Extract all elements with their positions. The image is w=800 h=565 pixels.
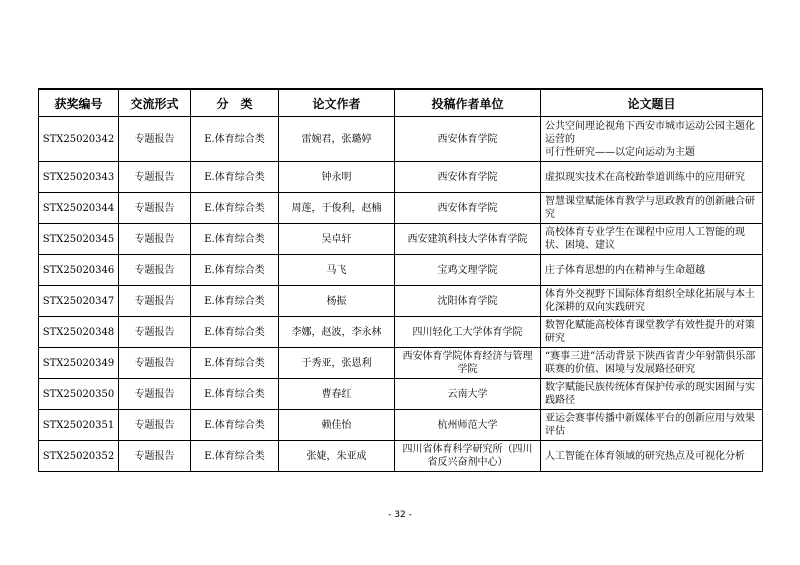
cell-category: E.体育综合类 — [191, 286, 279, 317]
table-row — [39, 255, 763, 286]
awards-table — [38, 88, 763, 472]
header-form: 交流形式 — [119, 89, 191, 117]
table-row — [39, 379, 763, 410]
cell-unit: 西安建筑科技大学体育学院 — [395, 224, 541, 255]
cell-authors: 李娜，赵波，李永林 — [279, 317, 395, 348]
cell-authors: 于秀亚，张恩利 — [279, 348, 395, 379]
header-title: 论文题目 — [541, 89, 763, 117]
cell-unit: 西安体育学院 — [395, 193, 541, 224]
cell-form: 专题报告 — [119, 379, 191, 410]
header-authors: 论文作者 — [279, 89, 395, 117]
cell-award-id: STX25020349 — [39, 348, 119, 379]
cell-title: 体育外交视野下国际体育组织全球化拓展与本土化深耕的双向实践研究 — [541, 286, 763, 317]
cell-award-id: STX25020347 — [39, 286, 119, 317]
cell-award-id: STX25020352 — [39, 441, 119, 472]
cell-authors: 赖佳怡 — [279, 410, 395, 441]
cell-category: E.体育综合类 — [191, 224, 279, 255]
cell-authors: 杨振 — [279, 286, 395, 317]
cell-category: E.体育综合类 — [191, 441, 279, 472]
cell-form: 专题报告 — [119, 193, 191, 224]
cell-form: 专题报告 — [119, 410, 191, 441]
table-row — [39, 441, 763, 472]
cell-unit: 西安体育学院 — [395, 117, 541, 162]
cell-category: E.体育综合类 — [191, 117, 279, 162]
cell-title: 数智化赋能高校体育课堂教学有效性提升的对策研究 — [541, 317, 763, 348]
cell-award-id: STX25020342 — [39, 117, 119, 162]
cell-form: 专题报告 — [119, 441, 191, 472]
cell-award-id: STX25020350 — [39, 379, 119, 410]
cell-authors: 吴卓轩 — [279, 224, 395, 255]
cell-authors: 钟永明 — [279, 162, 395, 193]
header-award-id: 获奖编号 — [39, 89, 119, 117]
cell-award-id: STX25020351 — [39, 410, 119, 441]
cell-title: 亚运会赛事传播中新媒体平台的创新应用与效果评估 — [541, 410, 763, 441]
cell-title: 智慧课堂赋能体育教学与思政教育的创新融合研究 — [541, 193, 763, 224]
cell-unit: 沈阳体育学院 — [395, 286, 541, 317]
table-row — [39, 193, 763, 224]
cell-unit: 西安体育学院体育经济与管理学院 — [395, 348, 541, 379]
cell-category: E.体育综合类 — [191, 410, 279, 441]
cell-category: E.体育综合类 — [191, 193, 279, 224]
cell-title: 高校体育专业学生在课程中应用人工智能的现状、困境、建议 — [541, 224, 763, 255]
cell-unit: 西安体育学院 — [395, 162, 541, 193]
table-row — [39, 162, 763, 193]
cell-category: E.体育综合类 — [191, 255, 279, 286]
table-header-row — [39, 89, 763, 117]
cell-authors: 周莲，于俊利，赵楠 — [279, 193, 395, 224]
cell-category: E.体育综合类 — [191, 348, 279, 379]
cell-unit: 宝鸡文理学院 — [395, 255, 541, 286]
header-unit: 投稿作者单位 — [395, 89, 541, 117]
cell-title: 庄子体育思想的内在精神与生命超越 — [541, 255, 763, 286]
table-row — [39, 348, 763, 379]
cell-title: 公共空间理论视角下西安市城市运动公园主题化运营的 可行性研究——以定向运动为主题 — [541, 117, 763, 162]
cell-category: E.体育综合类 — [191, 162, 279, 193]
table-row — [39, 410, 763, 441]
cell-unit: 杭州师范大学 — [395, 410, 541, 441]
cell-title: 人工智能在体育领域的研究热点及可视化分析 — [541, 441, 763, 472]
cell-title: 虚拟现实技术在高校跆拳道训练中的应用研究 — [541, 162, 763, 193]
cell-unit: 四川省体育科学研究所（四川省反兴奋剂中心） — [395, 441, 541, 472]
cell-authors: 曹春红 — [279, 379, 395, 410]
cell-form: 专题报告 — [119, 224, 191, 255]
cell-unit: 四川轻化工大学体育学院 — [395, 317, 541, 348]
cell-unit: 云南大学 — [395, 379, 541, 410]
table-row — [39, 286, 763, 317]
cell-form: 专题报告 — [119, 162, 191, 193]
page-number: - 32 - — [388, 510, 412, 520]
cell-title: “赛事三进”活动背景下陕西省青少年射箭俱乐部联赛的价值、困境与发展路径研究 — [541, 348, 763, 379]
cell-form: 专题报告 — [119, 255, 191, 286]
cell-form: 专题报告 — [119, 348, 191, 379]
cell-award-id: STX25020348 — [39, 317, 119, 348]
cell-award-id: STX25020343 — [39, 162, 119, 193]
cell-form: 专题报告 — [119, 317, 191, 348]
table-row — [39, 224, 763, 255]
cell-award-id: STX25020346 — [39, 255, 119, 286]
cell-title: 数字赋能民族传统体育保护传承的现实困囿与实践路径 — [541, 379, 763, 410]
cell-award-id: STX25020344 — [39, 193, 119, 224]
table-row — [39, 317, 763, 348]
header-category: 分 类 — [191, 89, 279, 117]
cell-award-id: STX25020345 — [39, 224, 119, 255]
cell-form: 专题报告 — [119, 286, 191, 317]
cell-category: E.体育综合类 — [191, 317, 279, 348]
cell-authors: 张婕，朱亚成 — [279, 441, 395, 472]
cell-authors: 马飞 — [279, 255, 395, 286]
cell-category: E.体育综合类 — [191, 379, 279, 410]
cell-authors: 雷婉君，张璐婷 — [279, 117, 395, 162]
cell-form: 专题报告 — [119, 117, 191, 162]
table-row — [39, 117, 763, 162]
